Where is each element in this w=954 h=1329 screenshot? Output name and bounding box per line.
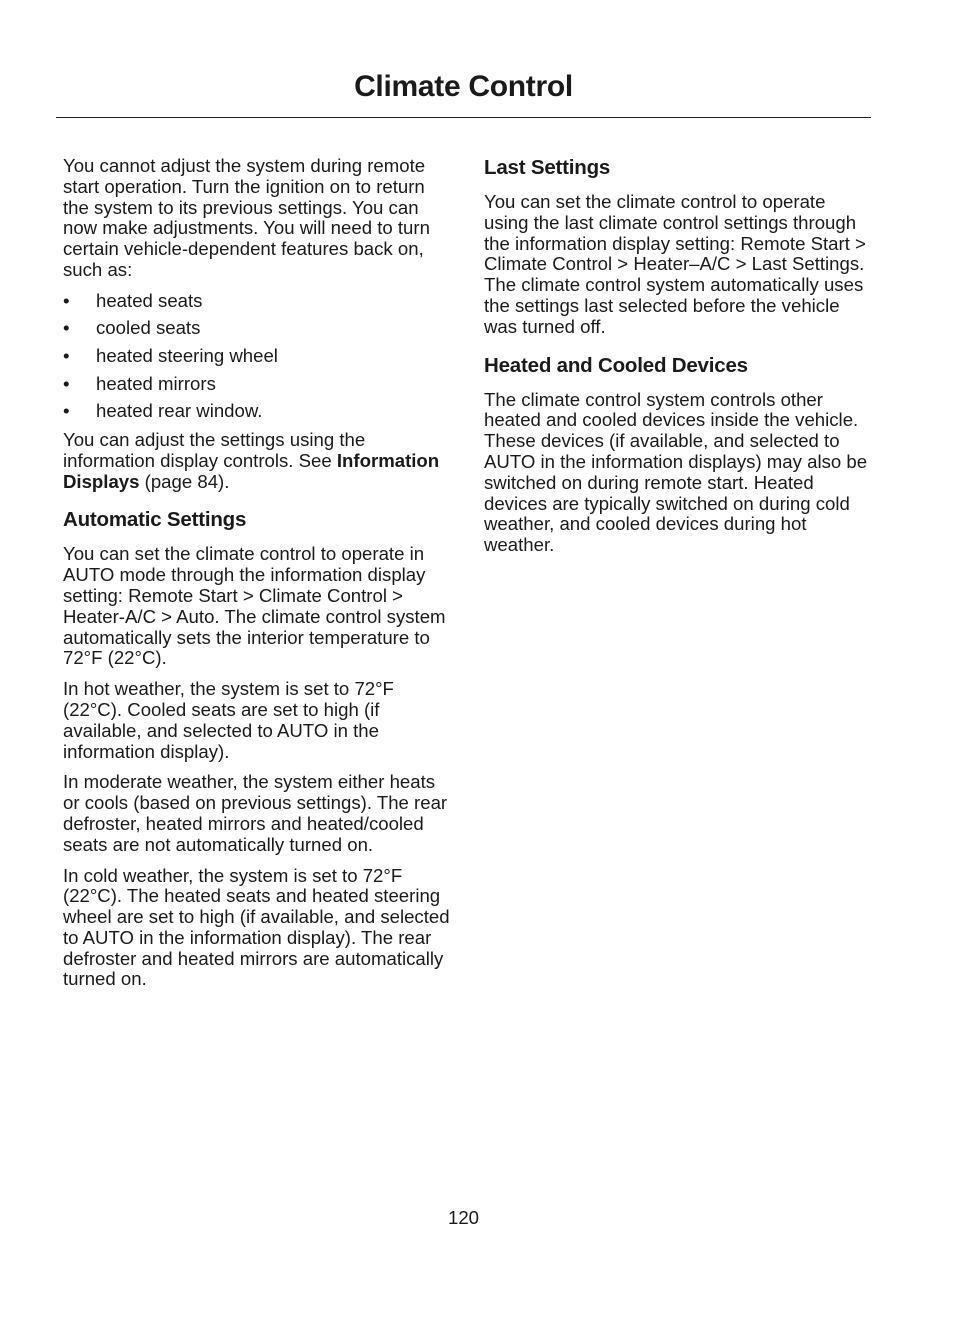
- list-item: [63, 401, 451, 422]
- adjust-text-after: (page 84).: [139, 470, 230, 492]
- list-item: [63, 318, 451, 339]
- list-item: [63, 291, 451, 312]
- adjust-text-before: You can adjust the settings using the information display controls. See: [63, 428, 366, 471]
- information-displays-link[interactable]: Information Displays: [63, 449, 440, 492]
- left-column: [63, 156, 451, 1000]
- bullet-icon: •: [63, 344, 70, 366]
- last-settings-paragraph: You can set the climate control to operate using the last climate control settings through the information display setting: Remote Start > Climate Control > Heater–A/C > Last Settings. The climate control system automatically uses the settings last selected before the vehicle was turned off.: [484, 191, 866, 337]
- list-item: [63, 346, 451, 367]
- automatic-paragraph: You can set the climate control to operate in AUTO mode through the information display setting: Remote Start > Climate Control > Heater-A/C > Auto. The climate control system automatically sets the interior temperature to 72°F (22°C).: [63, 543, 446, 669]
- bullet-icon: •: [63, 317, 70, 339]
- moderate-weather-paragraph: In moderate weather, the system either heats or cools (based on previous settings). The rear defroster, heated mirrors and heated/cooled seats are not automatically turned on.: [63, 771, 448, 855]
- bullet-icon: •: [63, 400, 70, 422]
- last-settings-heading: Last Settings: [484, 156, 611, 179]
- list-item-text: heated steering wheel: [96, 344, 278, 366]
- automatic-settings-heading: Automatic Settings: [63, 508, 247, 532]
- hot-weather-paragraph: In hot weather, the system is set to 72°F (22°C). Cooled seats are set to high (if available, and selected to AUTO in the information display).: [63, 678, 394, 762]
- cold-weather-paragraph: In cold weather, the system is set to 72°F (22°C). The heated seats and heated steering wheel are set to high (if available, and selected to AUTO in the information display). The rear defroster and heated mirrors are automatically turned on.: [63, 864, 450, 990]
- list-item-text: cooled seats: [96, 317, 201, 339]
- bullet-icon: •: [63, 289, 70, 311]
- heated-cooled-devices-paragraph: The climate control system controls other heated and cooled devices inside the vehicle. These devices (if available, and selected to AUTO in the information displays) may also be switched on during remote start. Heated devices are typically switched on during cold weather, and cooled devices during hot weather.: [484, 388, 868, 556]
- right-column: [484, 156, 872, 566]
- list-item-text: heated seats: [96, 289, 203, 311]
- title-divider: [56, 117, 871, 118]
- list-item: [63, 374, 451, 395]
- adjust-settings-paragraph: [63, 430, 451, 492]
- bullet-icon: •: [63, 372, 70, 394]
- page-title: Climate Control: [354, 70, 573, 103]
- heated-cooled-devices-heading: Heated and Cooled Devices: [484, 353, 748, 377]
- list-item-text: heated mirrors: [96, 372, 216, 394]
- list-item-text: heated rear window.: [96, 400, 263, 422]
- page-number: 120: [447, 1207, 480, 1228]
- intro-paragraph: You cannot adjust the system during remote start operation. Turn the ignition on to return the system to its previous settings. You can now make adjustments. You will need to turn certain vehicle-dependent features back on, such as:: [63, 155, 430, 280]
- feature-list: [63, 291, 451, 422]
